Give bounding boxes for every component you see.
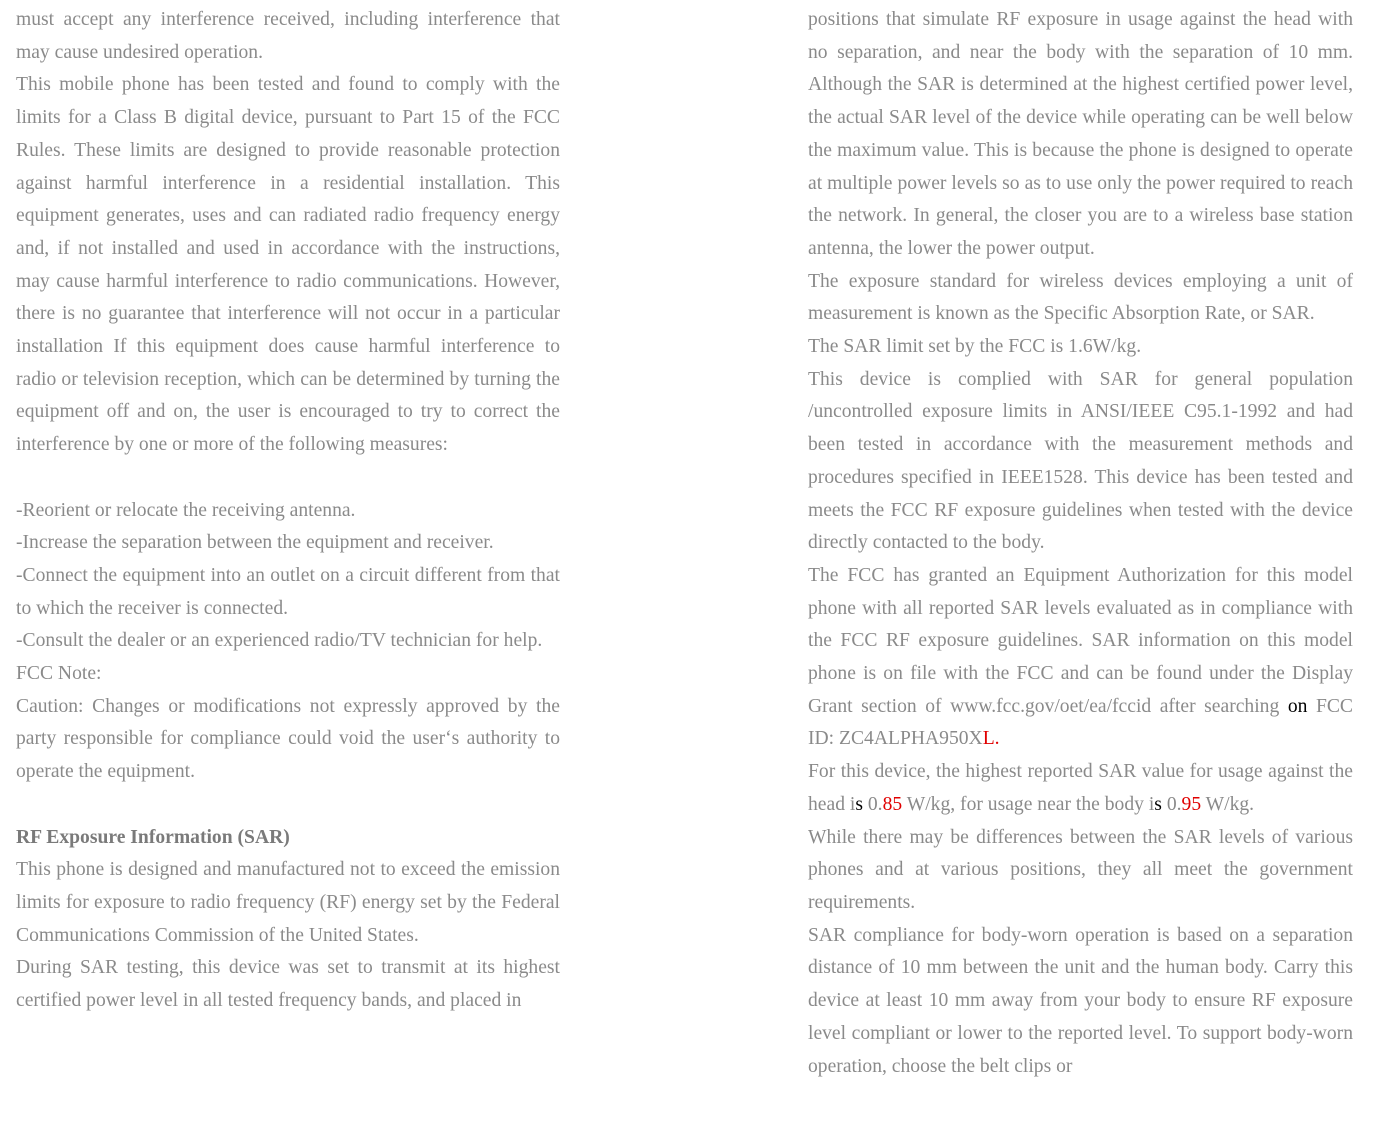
highest-sar-text: W/kg.: [1201, 793, 1255, 815]
granted-on-text: on: [1287, 695, 1308, 717]
intro-paragraph: must accept any interference received, including interference that may cause undesired operation.: [16, 9, 560, 63]
measure-item: -Reorient or relocate the receiving antenna.: [16, 499, 356, 521]
highest-sar-paragraph: [808, 756, 1353, 821]
positions-paragraph: positions that simulate RF exposure in usage against the head with no separation, and near the body with the separation of 10 mm. Although the SAR is determined at the highest certified power level, the actual SAR level of the device while operating can be well below the maximum value. This is because the phone is designed to operate at multiple power levels so as to use only the power required to reach the network. In general, the closer you are to a wireless base station antenna, the lower the power output.: [808, 9, 1353, 259]
head-sar-value: 85: [882, 793, 903, 815]
fcc-note-label: FCC Note:: [16, 663, 102, 685]
differences-paragraph: While there may be differences between the SAR levels of various phones and at various positions, they all meet the government requirements.: [808, 826, 1353, 913]
complied-paragraph: This device is complied with SAR for general population /uncontrolled exposure limits in ANSI/IEEE C95.1-1992 and had been tested in accordance with the measurement methods and procedures specified in IEEE1528. This device has been tested and meets the FCC RF exposure guidelines when tested with the device directly contacted to the body.: [808, 368, 1353, 554]
highest-sar-text: 0.: [862, 793, 883, 815]
fcc-id-suffix: L.: [982, 728, 1000, 750]
class-b-paragraph: This mobile phone has been tested and found to comply with the limits for a Class B digital device, pursuant to Part 15 of the FCC Rules. These limits are designed to provide reasonable protection against harmful interference in a residential installation. This equipment generates, uses and can radiated radio frequency energy and, if not installed and used in accordance with the instructions, may cause harmful interference to radio communications. However, there is no guarantee that interference will not occur in a particular installation If this equipment does cause harmful interference to radio or television reception, which can be determined by turning the equipment off and on, the user is encouraged to try to correct the interference by one or more of the following measures:: [16, 74, 560, 456]
highlight-s: s: [855, 793, 863, 815]
caution-paragraph: Caution: Changes or modifications not expressly approved by the party responsible for compliance could void the user‘s authority to operate the equipment.: [16, 695, 560, 783]
sar-limit-paragraph: The SAR limit set by the FCC is 1.6W/kg.: [808, 336, 1142, 358]
exposure-standard-paragraph: The exposure standard for wireless devices employing a unit of measurement is known as the Specific Absorption Rate, or SAR.: [808, 270, 1353, 325]
highest-sar-text: For this device, the highest reported SAR value for usage against the head i: [808, 761, 1353, 815]
spacer: [16, 789, 560, 822]
measure-item: -Connect the equipment into an outlet on a circuit different from that to which the receiver is connected.: [16, 564, 560, 619]
granted-paragraph: [808, 560, 1353, 756]
left-column: [16, 4, 560, 1018]
body-sar-value: 95: [1181, 793, 1202, 815]
sar-testing-paragraph: During SAR testing, this device was set to transmit at its highest certified power level in all tested frequency bands, and placed in: [16, 957, 560, 1012]
body-worn-paragraph: SAR compliance for body-worn operation is based on a separation distance of 10 mm between the unit and the human body. Carry this device at least 10 mm away from your body to ensure RF exposure level compliant or lower to the reported level. To support body-worn operation, choose the belt clips or: [808, 924, 1353, 1077]
right-column: [808, 4, 1353, 1083]
measure-item: -Consult the dealer or an experienced radio/TV technician for help.: [16, 630, 543, 652]
spacer: [16, 462, 560, 495]
highest-sar-text: W/kg, for usage near the body i: [902, 793, 1155, 815]
highlight-s: s: [1154, 793, 1162, 815]
fcc-id-text: FCC ID: ZC4ALPHA950X: [808, 695, 1353, 750]
rf-exposure-heading: RF Exposure Information (SAR): [16, 826, 290, 848]
rf-design-paragraph: This phone is designed and manufactured not to exceed the emission limits for exposure to radio frequency (RF) energy set by the Federal Communications Commission of the United States.: [16, 859, 560, 946]
granted-text: The FCC has granted an Equipment Authorization for this model phone with all reported SAR levels evaluated as in compliance with the FCC RF exposure guidelines. SAR information on this model phone is on file with the FCC and can be found under the Display Grant section of www.fcc.gov/oet/ea/fccid after searching: [808, 564, 1353, 717]
highest-sar-text: 0.: [1161, 793, 1182, 815]
measure-item: -Increase the separation between the equipment and receiver.: [16, 532, 494, 554]
